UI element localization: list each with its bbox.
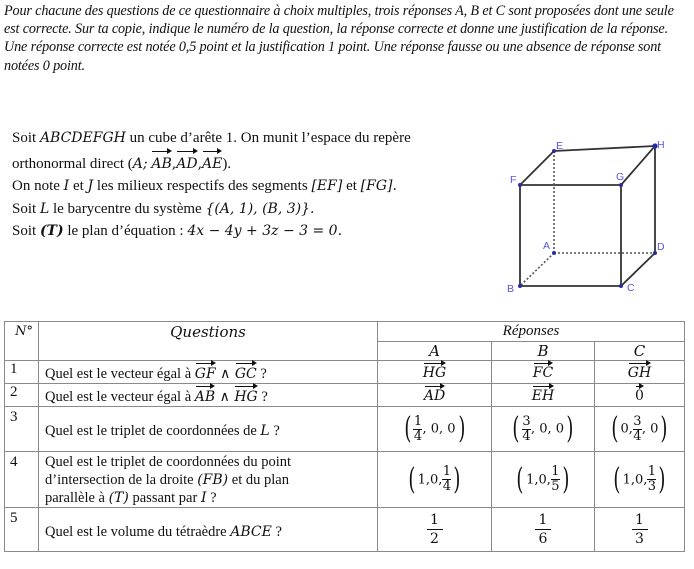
vector-ad: AD (176, 150, 197, 176)
header-a: A (378, 342, 492, 361)
text: et du plan (228, 471, 289, 488)
text: ? (257, 388, 268, 405)
answer-2b[interactable] (492, 384, 595, 407)
triplet-prefix: 0, (620, 421, 633, 437)
statement-line-1 (12, 127, 452, 150)
numerator: 1 (635, 512, 644, 528)
text: Soit (12, 223, 40, 240)
denominator: 3 (635, 531, 644, 547)
triplet-prefix: 1,0, (526, 472, 551, 487)
text: Quel est le volume du tétraèdre (45, 523, 231, 540)
numerator: 1 (538, 512, 548, 528)
vector-gf: GF (195, 362, 216, 383)
vertex-point-f (518, 183, 522, 187)
text: un cube d’arête 1. On munit l’espace du repère (125, 130, 411, 146)
table-row (5, 452, 685, 508)
triplet-prefix: 1,0, (417, 472, 443, 487)
answer-4c[interactable]: ( 1,0, $\frac{1}{3}$ ) (595, 452, 685, 508)
statement-line-5 (12, 220, 452, 243)
denominator: 4 (522, 428, 531, 444)
answer-5c[interactable] (595, 508, 685, 552)
answer-vector: GH (628, 362, 651, 381)
denominator: 4 (633, 428, 642, 444)
numerator: 1 (551, 464, 560, 479)
cube-figure (495, 130, 675, 300)
vertex-label-c: C (627, 282, 635, 294)
vertex-point-b (518, 284, 522, 288)
answer-3c[interactable]: ( 0, $\frac{3}{4}$ , 0) (595, 407, 685, 452)
vertex-label-g: G (616, 171, 625, 183)
text: ). (222, 155, 232, 172)
answer-4a[interactable]: ( 1,0, $\frac{1}{4}$ ) (378, 452, 492, 508)
question-line: Quel est le triplet de coordonnées du point (45, 453, 292, 470)
answer-1b[interactable] (492, 361, 595, 384)
answer-vector: 0 (635, 385, 644, 404)
plane-equation: 4x − 4y + 3z − 3 = 0. (187, 223, 343, 240)
table-row (5, 508, 685, 552)
fraction (632, 511, 648, 548)
answer-5a[interactable] (378, 508, 492, 552)
table-row (5, 384, 685, 407)
vertex-label-h: H (657, 139, 665, 151)
numerator: 1 (430, 512, 439, 528)
vertex-label-b: B (507, 283, 515, 295)
text: ? (206, 489, 217, 506)
denominator: 6 (538, 531, 548, 547)
answer-vector: AD (424, 385, 445, 404)
header-b: B (492, 342, 595, 361)
plane-t: (T) (108, 489, 129, 506)
text: Quel est le vecteur égal à (45, 388, 195, 405)
text: les milieux respectifs des segments (93, 178, 312, 195)
answer-vector: EH (532, 385, 554, 404)
text: On note (12, 178, 64, 195)
fraction (522, 415, 531, 444)
vertex-point-g (619, 183, 623, 187)
text: ? (269, 423, 280, 439)
triplet-prefix: 1,0, (622, 472, 648, 487)
fraction (442, 465, 451, 494)
denominator: 3 (647, 479, 657, 494)
answer-vector: HG (423, 362, 446, 381)
question-5 (39, 508, 378, 552)
fraction (633, 415, 642, 444)
denominator: 2 (430, 531, 439, 547)
text: le barycentre du système (49, 200, 206, 217)
header-c: C (595, 342, 685, 361)
text: ? (256, 365, 267, 382)
instructions (4, 2, 692, 75)
triplet-suffix: , 0 (641, 421, 659, 437)
plane-t: (T) (39, 223, 64, 240)
text: parallèle à (45, 489, 109, 506)
text: Soit (12, 130, 40, 146)
cross-product-operator: ∧ (215, 388, 235, 405)
answer-1a[interactable] (378, 361, 492, 384)
text: ? (271, 523, 282, 540)
answer-3b[interactable]: ( $\frac{3}{4}$ , 0, 0) (492, 407, 595, 452)
answer-5b[interactable] (492, 508, 595, 552)
denominator: 4 (413, 428, 423, 444)
text: Soit (12, 200, 40, 217)
vertex-label-d: D (657, 241, 665, 253)
question-line (45, 489, 377, 507)
answer-2a[interactable] (378, 384, 492, 407)
vertex-label-e: E (556, 140, 564, 152)
var-l: L (39, 200, 50, 217)
vector-ae: AE (202, 150, 222, 176)
line-fb: (FB) (197, 471, 229, 488)
numerator: 1 (647, 464, 657, 479)
fraction (535, 511, 551, 548)
cube-name: ABCDEFGH (39, 130, 126, 146)
vector-ab: AB (195, 385, 215, 406)
vector-gc: GC (235, 362, 257, 383)
text: Quel est le triplet de coordonnées de (45, 423, 261, 439)
question-4 (39, 452, 378, 508)
question-line (45, 471, 377, 489)
question-2 (39, 384, 378, 407)
var-j: J (87, 178, 94, 195)
header-responses: Réponses (378, 322, 685, 342)
text: orthonormal direct ( (12, 155, 133, 172)
statement-line-3 (12, 175, 452, 198)
question-1 (39, 361, 378, 384)
row-number: 3 (5, 407, 39, 452)
text: passant par (128, 489, 201, 506)
instructions-paragraph-2: Une réponse correcte est notée 0,5 point et la justification 1 point. Une réponse fausse ou une absence de réponse sont notées 0 point. (4, 39, 661, 74)
numerator: 3 (633, 413, 642, 429)
triplet-suffix: , 0, 0 (422, 421, 456, 437)
barycenter-system: {(A, 1), (B, 3)}. (205, 200, 315, 217)
instructions-paragraph-1: Pour chacune des questions de ce questionnaire à choix multiples, trois réponses A, B et C sont proposées dont une seule est correcte. Sur ta copie, indique le numéro de la question, la réponse correcte et donne une justification de la réponse. (4, 3, 674, 38)
text: le plan d’équation : (63, 223, 188, 240)
row-number: 1 (5, 361, 39, 384)
text: Quel est le vecteur égal à (45, 365, 195, 382)
fraction (647, 465, 656, 494)
var-l: L (260, 423, 270, 439)
var-i: I (200, 489, 207, 506)
answer-vector: FC (533, 362, 553, 381)
answer-3a[interactable]: ( $\frac{1}{4}$ , 0, 0) (378, 407, 492, 452)
segment-ef: [EF] (311, 178, 343, 195)
origin: A; (132, 155, 148, 172)
qcm-table (4, 321, 685, 552)
denominator: 5 (551, 479, 560, 494)
triplet-suffix: , 0, 0 (530, 421, 565, 437)
var-i: I (63, 178, 70, 195)
answer-2c[interactable] (595, 384, 685, 407)
vertex-point-c (619, 284, 623, 288)
fraction (427, 511, 443, 548)
row-number: 2 (5, 384, 39, 407)
vertex-label-a: A (543, 240, 551, 252)
answer-1c[interactable] (595, 361, 685, 384)
tetrahedron-abce: ABCE (230, 523, 272, 540)
vertex-point-a (552, 251, 556, 255)
vector-ab: AB (151, 150, 171, 176)
vertex-label-f: F (510, 174, 517, 186)
statement-line-4 (12, 198, 452, 221)
edge-fe (520, 151, 554, 185)
cross-product-operator: ∧ (215, 365, 235, 382)
problem-statement (12, 127, 452, 243)
hidden-edge-ab (520, 253, 554, 286)
numerator: 1 (413, 413, 423, 429)
edge-eh (554, 146, 655, 151)
denominator: 4 (442, 479, 452, 494)
edge-gh (621, 146, 655, 185)
text: et (342, 178, 361, 195)
statement-line-2: orthonormal direct (A; AB,AD,AE). (12, 150, 452, 176)
vector-hg: HG (234, 385, 257, 406)
table-row (5, 407, 685, 452)
text: d’intersection de la droite (45, 471, 198, 488)
row-number: 5 (5, 508, 39, 552)
fraction (551, 465, 560, 494)
numerator: 3 (522, 413, 531, 429)
segment-fg: [FG]. (360, 178, 397, 195)
answer-4b[interactable]: ( 1,0, $\frac{1}{5}$ ) (492, 452, 595, 508)
numerator: 1 (442, 464, 452, 479)
row-number: 4 (5, 452, 39, 508)
header-num: N° (5, 322, 39, 361)
question-3 (39, 407, 378, 452)
text: et (69, 178, 88, 195)
header-questions: Questions (39, 322, 378, 361)
table-row (5, 361, 685, 384)
